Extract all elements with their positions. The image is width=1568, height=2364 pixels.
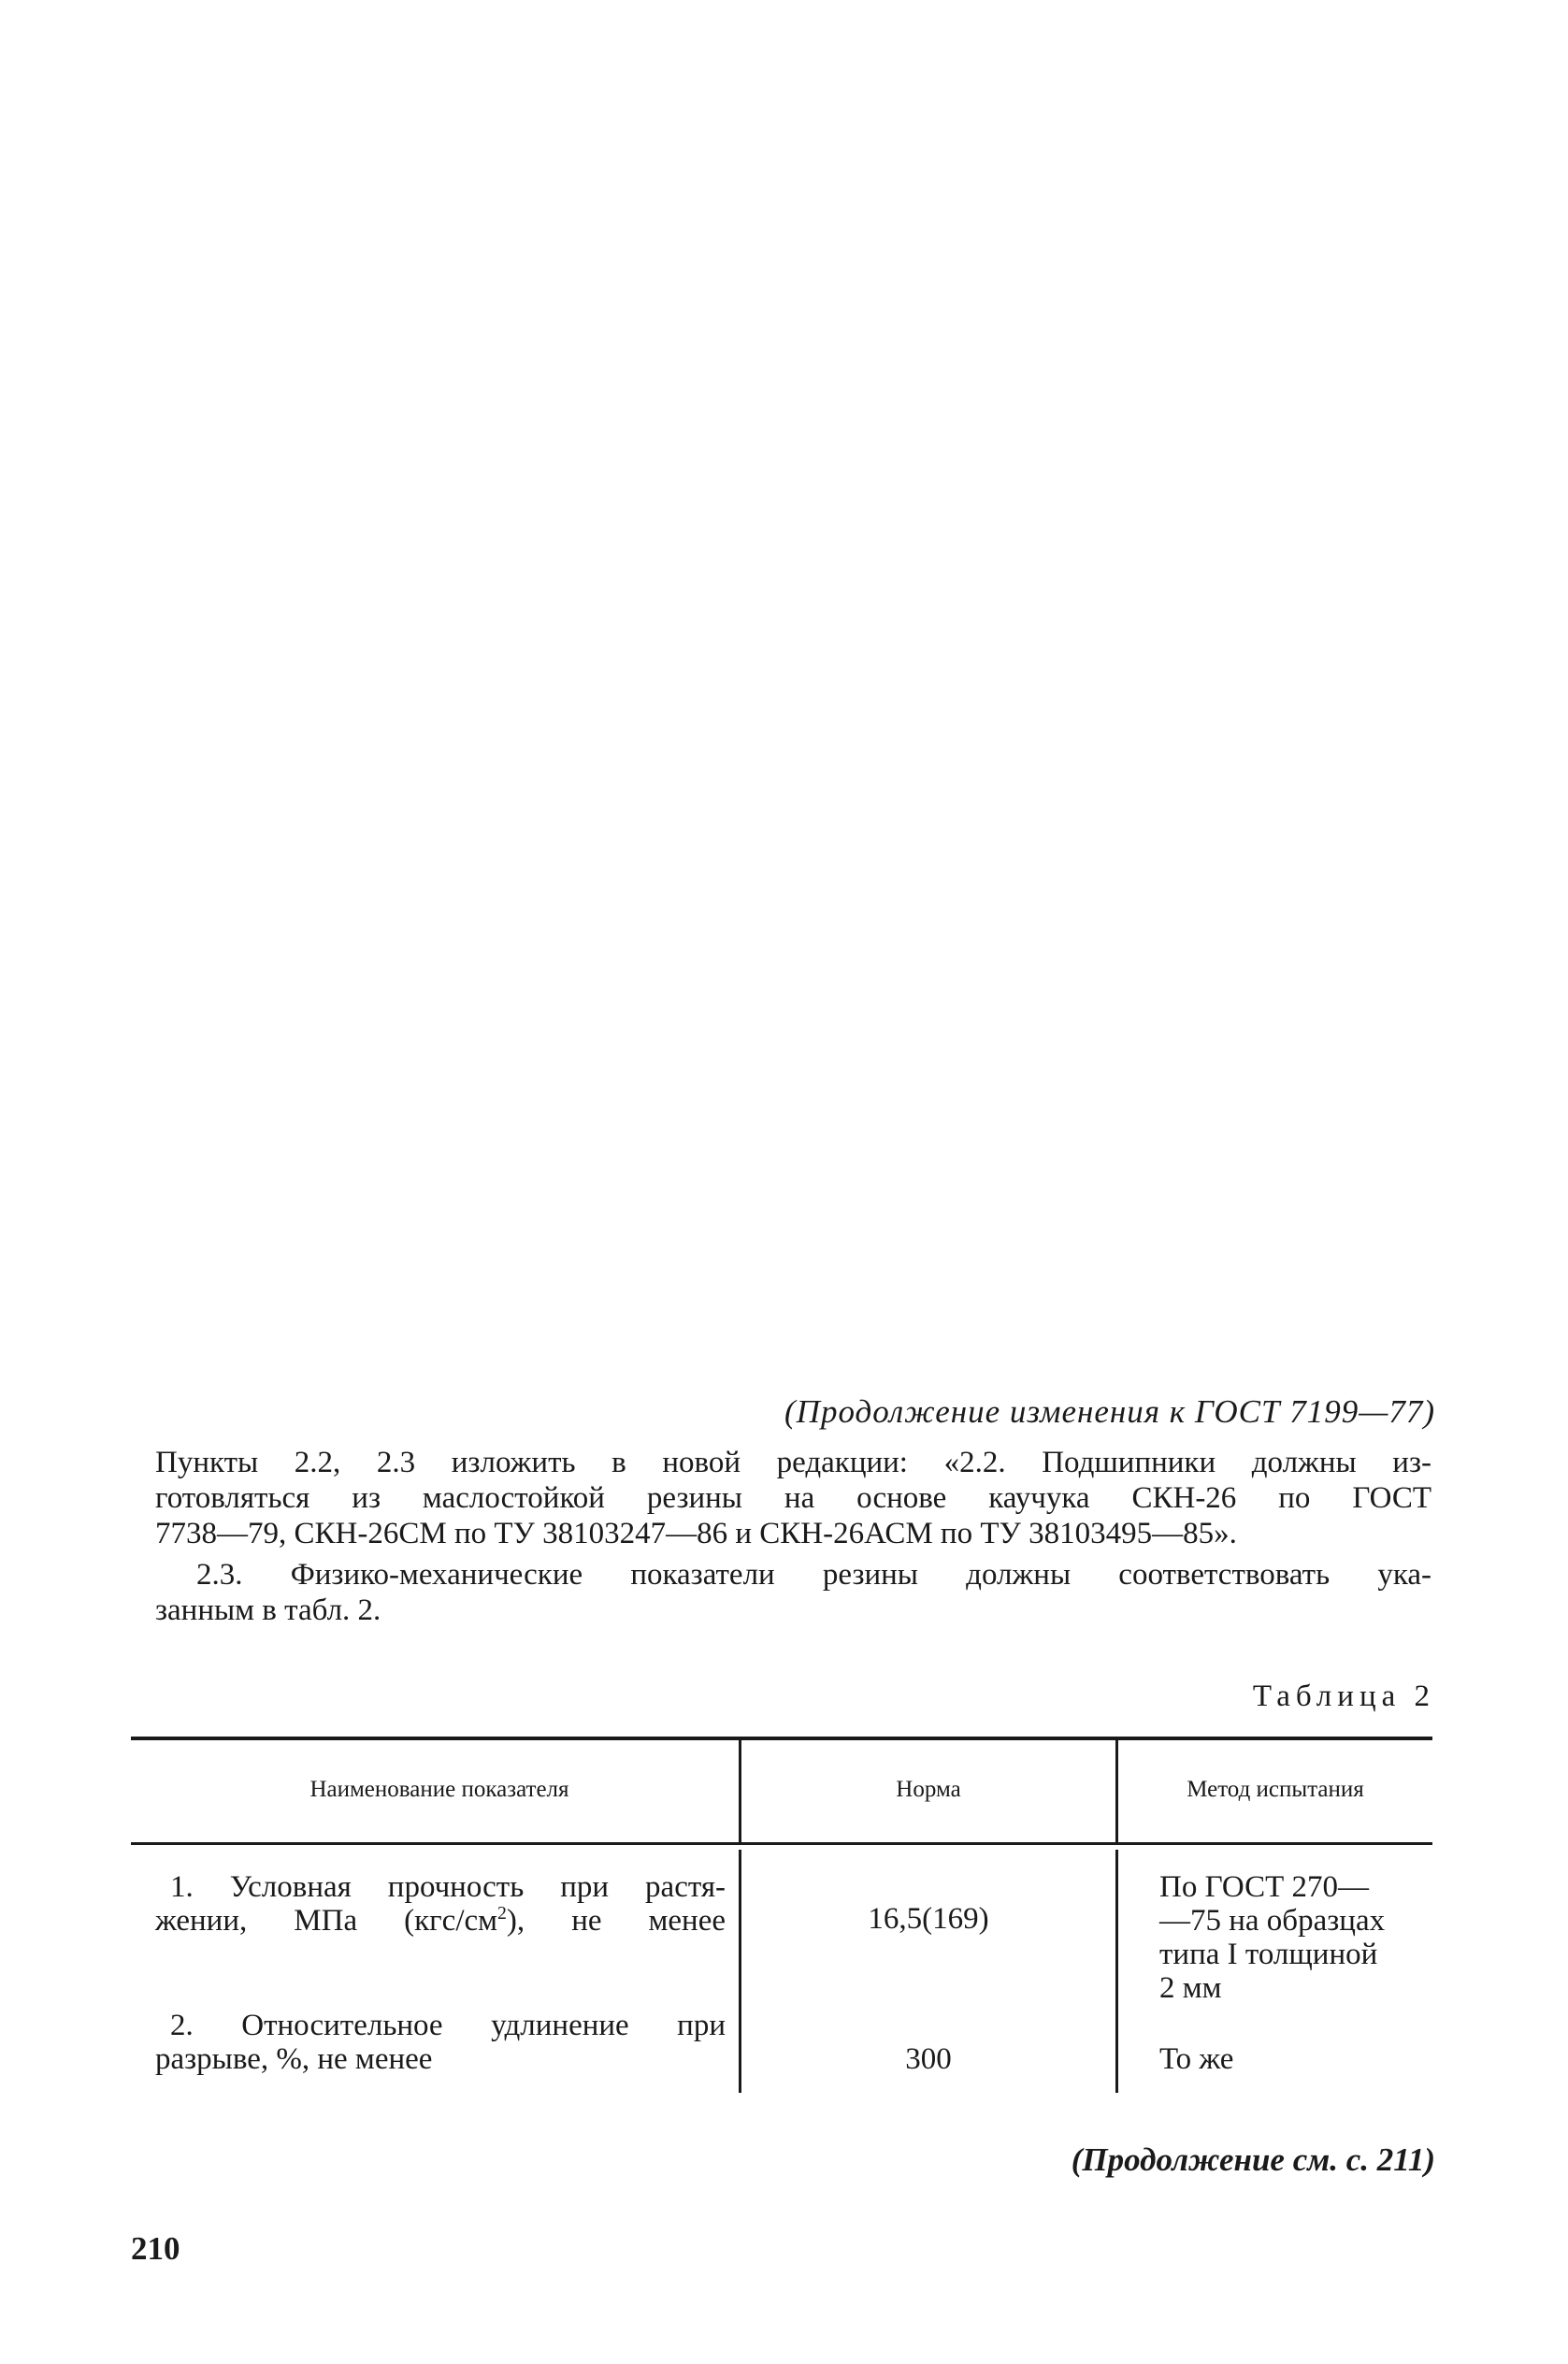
continuation-heading: (Продолжение изменения к ГОСТ 7199—77) [784, 1393, 1435, 1430]
cell-line: 1. Условная прочность при растя- [170, 1870, 726, 1904]
cell-line: 2. Относительное удлинение при [170, 2009, 726, 2042]
cell-line: типа I толщиной [1159, 1938, 1378, 1971]
column-divider [1115, 1850, 1118, 2093]
cell-line [155, 1904, 726, 1938]
superscript: 2 [497, 1903, 507, 1924]
table-label: Таблица 2 [1252, 1679, 1435, 1713]
page-number: 210 [131, 2230, 180, 2267]
table-top-rule [131, 1737, 1432, 1740]
cell-line: —75 на образцах [1159, 1904, 1386, 1938]
paragraph-line: 7738—79, СКН-26СМ по ТУ 38103247—86 и СКН-26АСМ по ТУ 38103495—85». [155, 1517, 1237, 1550]
paragraph-line: Пункты 2.2, 2.3 изложить в новой редакции: «2.2. Подшипники должны из- [155, 1446, 1431, 1479]
continue-note: (Продолжение см. с. 211) [1071, 2141, 1435, 2178]
row-2-indicator [155, 2009, 726, 2076]
cell-text: ), не менее [506, 1904, 726, 1938]
row-1-norm: 16,5(169) [868, 1902, 989, 1936]
paragraph-line: 2.3. Физико-механические показатели резины должны соответствовать ука- [196, 1558, 1431, 1592]
row-1-indicator [155, 1870, 726, 1938]
header-indicator-name: Наименование показателя [309, 1777, 569, 1802]
cell-line: разрыве, %, не менее [155, 2042, 433, 2076]
row-2-method: То же [1159, 2042, 1234, 2076]
cell-line: 2 мм [1159, 1971, 1222, 2005]
cell-line: По ГОСТ 270— [1159, 1870, 1369, 1904]
header-rule [131, 1842, 1432, 1845]
paragraph-items-2-2 [155, 1445, 1431, 1551]
paragraph-line: готовляться из маслостойкой резины на основе каучука СКН-26 по ГОСТ [155, 1481, 1431, 1515]
header-test-method: Метод испытания [1187, 1777, 1364, 1802]
paragraph-line: занным в табл. 2. [155, 1593, 381, 1627]
row-2-norm: 300 [905, 2042, 952, 2076]
row-1-method [1159, 1870, 1431, 2005]
header-norm: Норма [896, 1777, 961, 1802]
paragraph-item-2-3 [155, 1557, 1431, 1628]
cell-text: жении, МПа (кгс/см [155, 1904, 498, 1938]
